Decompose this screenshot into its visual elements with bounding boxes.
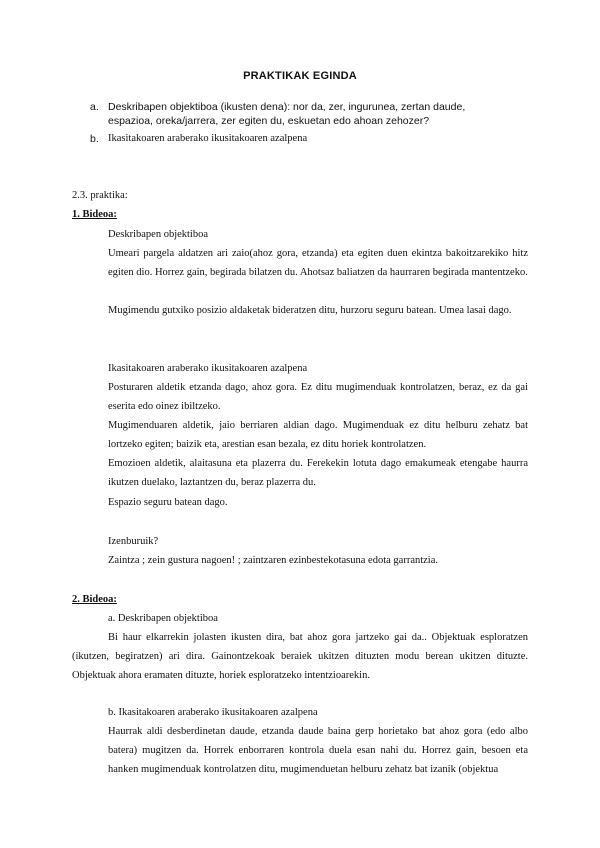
video1-title-question: Izenburuik? (108, 536, 159, 547)
video1-expl-paragraph-4: Espazio seguru batean dago. (108, 497, 228, 508)
list-text: Ikasitakoaren araberako ikusitakoaren azalpena (108, 133, 308, 144)
video1-expl-paragraph-3: Emozioen aldetik, alaitasuna eta plazerra du. Ferekekin lotuta dago emakumeak etengabe haurra ikutzen duelako, laztantzen du, beraz plazerra du. (108, 458, 528, 488)
video1-expl-paragraph-1: Posturaren aldetik etzanda dago, ahoz gora. Ez ditu mugimenduak kontrolatzen, beraz, ez da gai eserita edo oinez ibiltzeko. (108, 382, 528, 412)
video1-heading: 1. Bideoa: (72, 209, 117, 220)
video2-desc-paragraph-1: Bi haur elkarrekin jolasten ikusten dira, bat ahoz gora jartzeko gai da.. Objektuak esploratzen (ikutzen, begiratzen) ari dira. Gainontzekoak beraiek ukitzen dituzten modu berean ukitzen dituzte. Objektuak ahora eramaten dituzte, horiek esploratzeko intentzioarekin. (72, 632, 528, 681)
practice-label: 2.3. praktika: (72, 190, 128, 201)
video1-desc-heading: Deskribapen objektiboa (108, 229, 209, 240)
video1-expl-heading: Ikasitakoaren araberako ikusitakoaren azalpena (108, 363, 308, 374)
video1-expl-paragraph-2: Mugimenduaren aldetik, jaio berriaren aldian dago. Mugimenduak ez ditu helburu zehatz bat lortzeko egiten; baizik eta, arestian esan bezala, ez ditu horiek kontrolatzen. (108, 420, 528, 450)
video2-expl-paragraph-1: Haurrak aldi desberdinetan daude, etzanda daude baina gerp horietako bat ahoz gora (edo albo batera) mugitzen da. Horrek enborraren kontrola duela esan nahi du. Horrez gain, besoen eta hanken mugimenduak kontrolatzen ditu, mugimenduetan helburu zehatz bat izanik (objektua (108, 726, 528, 775)
video2-heading: 2. Bideoa: (72, 594, 117, 605)
list-text: Deskribapen objektiboa (ikusten dena): nor da, zer, ingurunea, zertan daude, espazioa, oreka/jarrera, zer egiten du, eskuetan edo ahoan zehozer? (108, 101, 466, 127)
video2-expl-heading: b. Ikasitakoaren araberako ikusitakoaren azalpena (108, 707, 318, 718)
video1-desc-paragraph-1: Umeari pargela aldatzen ari zaio(ahoz gora, etzanda) eta egiten duen ekintza bakoitzarekiko hitz egiten dio. Horrez gain, begirada bilatzen du. Ahotsaz baliatzen da haurraren begirada mantentzeko. (108, 248, 528, 278)
video1-desc-paragraph-2: Mugimendu gutxiko posizio aldaketak bideratzen ditu, hurzoru seguru batean. Umea lasai dago. (108, 305, 512, 316)
list-marker: b. (90, 133, 99, 145)
page-title: PRAKTIKAK EGINDA (243, 70, 357, 82)
video2-desc-heading: a. Deskribapen objektiboa (108, 613, 218, 624)
video1-title-answer: Zaintza ; zein gustura nagoen! ; zaintzaren ezinbestekotasuna edota garrantzia. (108, 555, 439, 566)
list-marker: a. (90, 101, 99, 113)
